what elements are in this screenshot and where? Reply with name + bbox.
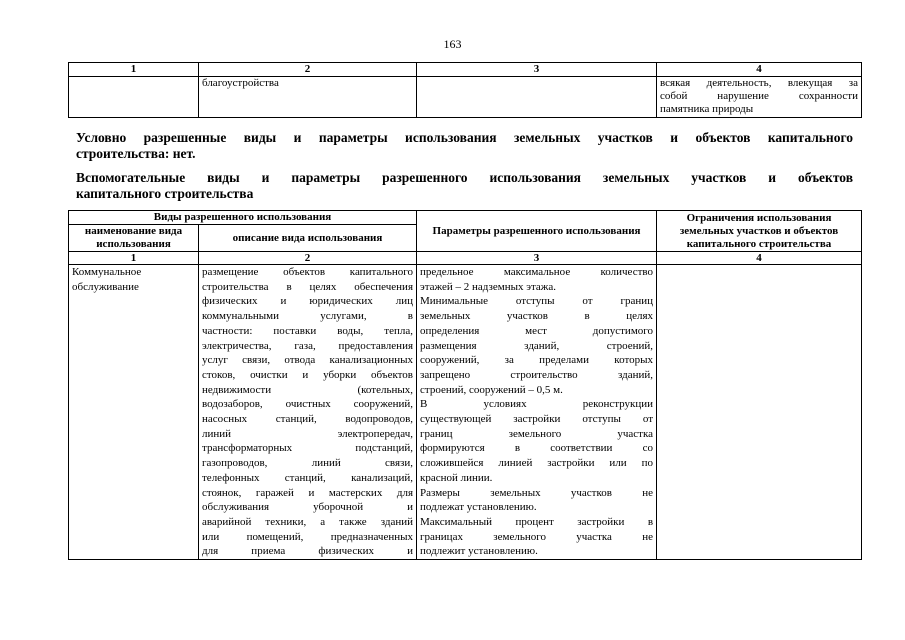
use-limits-cell [657,265,862,560]
cell-text-line: сооружений, за пределами которых [420,354,654,367]
table-header-row [69,211,862,225]
continued-table [68,62,862,118]
cell-text-line: частности: поставки воды, тепла, [202,324,414,337]
group-header: Виды разрешенного использования [69,211,417,225]
column-number: 2 [199,63,417,77]
section-heading-conditional [76,130,853,162]
cell-text-line: обслуживание [72,280,139,293]
cell-text-line: или помещений, предназначенных [202,530,414,543]
heading-line: капитального строительства [76,186,254,201]
use-name-cell [69,265,199,560]
cell-text-line: газопроводов, линий связи, [202,457,414,470]
cell-text-line: электричества, газа, предоставления [202,339,414,352]
column-number-row [69,252,862,265]
page-number: 163 [443,37,462,51]
description-subheader: описание вида использования [199,225,417,252]
cell-text-line: определения мест допустимого [420,324,654,337]
auxiliary-uses-table [68,210,862,560]
cell-text-line: коммунальными услугами, в [202,310,414,323]
cell-text-line: границах земельного участка не [420,530,654,543]
cell-text-line: запрещено строительство зданий, [420,368,654,381]
section-heading-auxiliary [76,170,853,202]
use-description-cell [199,265,417,560]
use-params-cell [417,265,657,560]
cell-text-line: физических и юридических лиц [202,295,414,308]
cell-text-line: памятника природы [660,103,754,115]
cell-text-line: линий электропередач, [202,427,414,440]
column-number: 3 [417,252,657,265]
cell-text-line: Максимальный процент застройки в [420,515,654,528]
column-number: 3 [417,63,657,77]
cell-text-line: собой нарушение сохранности [660,90,858,102]
cell-text-line: формируются в соответствии со [420,442,654,455]
cell-text-line: земельных участков в целях [420,310,654,323]
cell-text-line: услуг связи, отвода канализационных [202,354,414,367]
column-number: 4 [657,63,862,77]
column-number: 1 [69,252,199,265]
cell-text-line: строительства в целях обеспечения [202,280,414,293]
column-number: 2 [199,252,417,265]
cell-text-line: предельное максимальное количество [420,266,654,278]
name-subheader: наименование вида использования [69,225,199,252]
cell-text-line: В условиях реконструкции [420,398,654,411]
cell-text-line: Минимальные отступы от границ [420,295,654,308]
column-number: 1 [69,63,199,77]
table-row [69,265,862,560]
cell-text-line: стоков, очистки и уборки объектов [202,368,414,381]
cell-text-line: трансформаторных подстанций, [202,442,414,455]
params-header: Параметры разрешенного использования [417,211,657,252]
table-cell [417,77,657,118]
limits-header: Ограничения использования земельных участков и объектов капитального строительства [657,211,862,252]
cell-text-line: подлежат установлению. [420,501,537,514]
heading-line: Вспомогательные виды и параметры разрешенного использования земельных участков и объектов [76,170,853,185]
cell-text-line: подлежит установлению. [420,545,538,558]
table-row [69,77,862,118]
cell-text-line: телефонных станций, канализаций, [202,471,414,484]
cell-text-line: водозаборов, очистных сооружений, [202,398,414,411]
cell-text-line: всякая деятельность, влекущая за [660,77,858,89]
heading-line: строительства: нет. [76,146,196,161]
table-cell [657,77,862,118]
cell-text-line: недвижимости (котельных, [202,383,414,396]
column-number: 4 [657,252,862,265]
cell-text-line: этажей – 2 надземных этажа. [420,280,557,293]
cell-text-line: сложившейся линией застройки или по [420,457,654,470]
cell-text-line: для приема физических и [202,545,414,558]
cell-text-line: Коммунальное [72,266,142,278]
cell-text-line: красной линии. [420,471,493,484]
table-header-row [69,63,862,77]
cell-text-line: размещения зданий, строений, [420,339,654,352]
cell-text-line: существующей застройки отступы от [420,413,654,426]
cell-text-line: Размеры земельных участков не [420,486,654,499]
table-cell: благоустройства [199,77,417,118]
cell-text-line: обслуживания уборочной и [202,501,414,514]
cell-text-line: насосных станций, водопроводов, [202,413,414,426]
cell-text-line: границ земельного участка [420,427,654,440]
table-cell [69,77,199,118]
cell-text-line: стоянок, гаражей и мастерских для [202,486,414,499]
heading-line: Условно разрешенные виды и параметры использования земельных участков и объектов капитального [76,130,853,145]
cell-text-line: строений, сооружений – 0,5 м. [420,383,563,396]
cell-text-line: размещение объектов капитального [202,266,414,278]
cell-text-line: аварийной техники, а также зданий [202,515,414,528]
